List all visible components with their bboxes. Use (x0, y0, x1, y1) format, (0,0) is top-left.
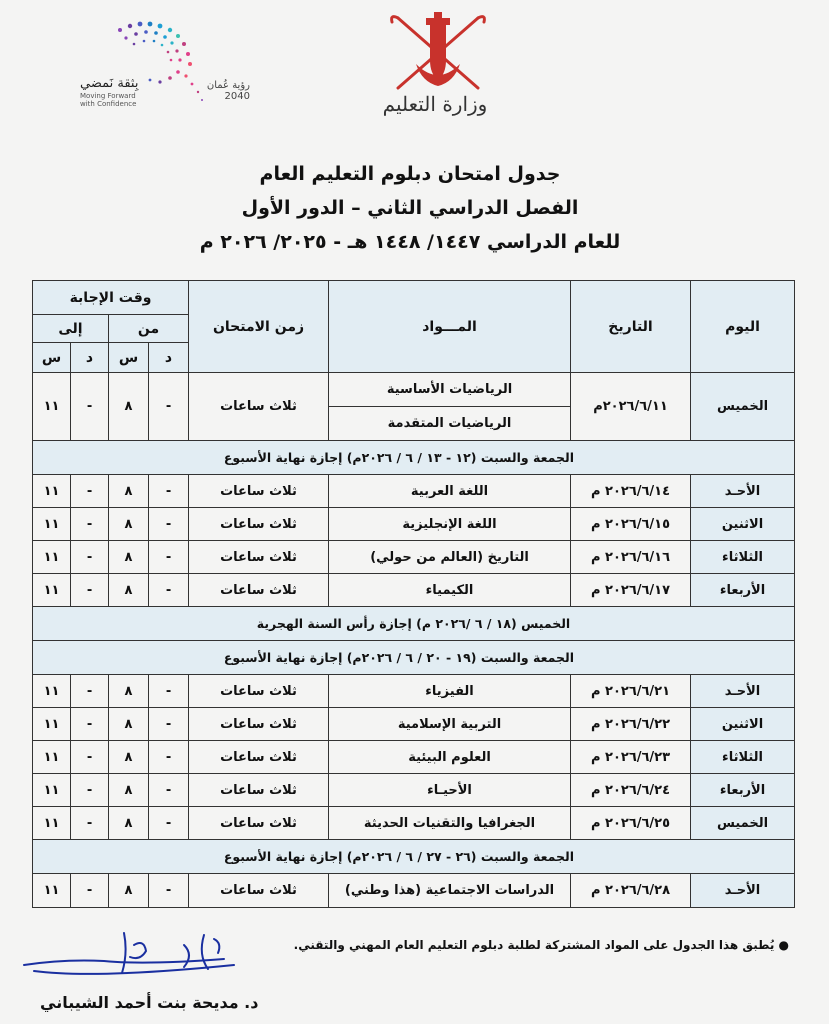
cell-to-s: ١١ (33, 373, 71, 441)
cell-day: الخميس (691, 807, 795, 840)
holiday-weekend-2: الجمعة والسبت (١٩ - ٢٠ / ٦ / ٢٠٢٦م) إجازة نهاية الأسبوع (33, 641, 795, 675)
cell-to-d: - (71, 475, 109, 508)
cell-from-s: ٨ (109, 541, 149, 574)
cell-day: الاثنين (691, 508, 795, 541)
header-to: إلى (33, 315, 109, 343)
header-answer-time: وقت الإجابة (33, 281, 189, 315)
cell-date: ٢٠٢٦/٦/٢٢ م (571, 708, 691, 741)
cell-from-d: - (149, 373, 189, 441)
cell-from-s: ٨ (109, 508, 149, 541)
cell-subject: الدراسات الاجتماعية (هذا وطني) (329, 874, 571, 908)
document-heading (120, 157, 700, 259)
cell-from-s: ٨ (109, 574, 149, 607)
cell-duration: ثلاث ساعات (189, 874, 329, 908)
cell-subject: اللغة العربية (329, 475, 571, 508)
header-from-d: د (149, 343, 189, 373)
cell-duration: ثلاث ساعات (189, 574, 329, 607)
cell-subject: الفيزياء (329, 675, 571, 708)
vision-slogan-en-2: with Confidence (80, 100, 137, 108)
cell-to-s: ١١ (33, 574, 71, 607)
cell-date: ٢٠٢٦/٦/٢٣ م (571, 741, 691, 774)
cell-to-s: ١١ (33, 774, 71, 807)
table-row (33, 708, 795, 741)
cell-day: الثلاثاء (691, 741, 795, 774)
table-row (33, 475, 795, 508)
header-subjects: المـــواد (329, 281, 571, 373)
cell-day: الأحـد (691, 874, 795, 908)
holiday-row (33, 607, 795, 641)
cell-to-d: - (71, 708, 109, 741)
cell-date: ٢٠٢٦/٦/١٧ م (571, 574, 691, 607)
cell-date: ٢٠٢٦/٦/٢٤ م (571, 774, 691, 807)
cell-from-d: - (149, 708, 189, 741)
cell-subject: الجغرافيا والتقنيات الحديثة (329, 807, 571, 840)
cell-subject: الأحيـاء (329, 774, 571, 807)
cell-duration: ثلاث ساعات (189, 541, 329, 574)
header-from-s: س (109, 343, 149, 373)
cell-day: الأربعاء (691, 574, 795, 607)
vision-slogan-en-1: Moving Forward (80, 92, 136, 100)
cell-subject: الرياضيات الأساسية (329, 373, 571, 407)
cell-date: ٢٠٢٦/٦/٢٨ م (571, 874, 691, 908)
header-to-s: س (33, 343, 71, 373)
cell-duration: ثلاث ساعات (189, 807, 329, 840)
holiday-row (33, 641, 795, 675)
table-row (33, 675, 795, 708)
table-row (33, 541, 795, 574)
cell-subject: العلوم البيئية (329, 741, 571, 774)
cell-day: الأحـد (691, 475, 795, 508)
cell-to-d: - (71, 574, 109, 607)
header-duration: زمن الامتحان (189, 281, 329, 373)
cell-to-s: ١١ (33, 475, 71, 508)
header-day: اليوم (691, 281, 795, 373)
cell-from-s: ٨ (109, 774, 149, 807)
holiday-hijri-new-year: الخميس (١٨ / ٦ /٢٠٢٦ م) إجازة رأس السنة الهجرية (33, 607, 795, 641)
cell-duration: ثلاث ساعات (189, 508, 329, 541)
cell-to-d: - (71, 874, 109, 908)
cell-to-s: ١١ (33, 541, 71, 574)
cell-to-d: - (71, 675, 109, 708)
cell-from-s: ٨ (109, 675, 149, 708)
cell-to-s: ١١ (33, 508, 71, 541)
cell-day: الاثنين (691, 708, 795, 741)
cell-from-s: ٨ (109, 475, 149, 508)
cell-duration: ثلاث ساعات (189, 373, 329, 441)
cell-from-d: - (149, 574, 189, 607)
cell-to-s: ١١ (33, 741, 71, 774)
header-date: التاريخ (571, 281, 691, 373)
holiday-weekend-1: الجمعة والسبت (١٢ - ١٣ / ٦ / ٢٠٢٦م) إجازة نهاية الأسبوع (33, 441, 795, 475)
cell-subject: اللغة الإنجليزية (329, 508, 571, 541)
table-row (33, 373, 795, 407)
cell-from-d: - (149, 874, 189, 908)
cell-from-s: ٨ (109, 807, 149, 840)
table-row (33, 774, 795, 807)
signer-name: د. مديحة بنت أحمد الشيباني (40, 993, 259, 1012)
cell-to-d: - (71, 373, 109, 441)
title-line-2: الفصل الدراسي الثاني – الدور الأول (241, 197, 579, 219)
exam-schedule-table (32, 280, 795, 908)
holiday-row (33, 840, 795, 874)
cell-to-d: - (71, 741, 109, 774)
cell-date: ٢٠٢٦/٦/١٤ م (571, 475, 691, 508)
cell-duration: ثلاث ساعات (189, 741, 329, 774)
cell-date: ٢٠٢٦/٦/١٥ م (571, 508, 691, 541)
cell-to-s: ١١ (33, 708, 71, 741)
cell-subject: الرياضيات المتقدمة (329, 407, 571, 441)
cell-day: الخميس (691, 373, 795, 441)
cell-from-d: - (149, 774, 189, 807)
cell-date: ٢٠٢٦/٦/١١م (571, 373, 691, 441)
cell-from-d: - (149, 807, 189, 840)
holiday-row (33, 441, 795, 475)
title-line-1: جدول امتحان دبلوم التعليم العام (259, 163, 561, 185)
cell-date: ٢٠٢٦/٦/٢١ م (571, 675, 691, 708)
cell-duration: ثلاث ساعات (189, 708, 329, 741)
header-to-d: د (71, 343, 109, 373)
cell-from-s: ٨ (109, 708, 149, 741)
cell-from-s: ٨ (109, 741, 149, 774)
cell-day: الثلاثاء (691, 541, 795, 574)
cell-day: الأحـد (691, 675, 795, 708)
header-from: من (109, 315, 189, 343)
cell-day: الأربعاء (691, 774, 795, 807)
cell-from-s: ٨ (109, 874, 149, 908)
cell-from-s: ٨ (109, 373, 149, 441)
handwritten-signature (14, 925, 254, 995)
cell-date: ٢٠٢٦/٦/١٦ م (571, 541, 691, 574)
table-row (33, 807, 795, 840)
cell-to-d: - (71, 541, 109, 574)
cell-subject: الكيمياء (329, 574, 571, 607)
cell-from-d: - (149, 508, 189, 541)
table-row (33, 508, 795, 541)
ministry-name: وزارة التعليم (382, 92, 488, 116)
cell-from-d: - (149, 675, 189, 708)
vision-ar-title: رؤية عُمان 2040 (206, 80, 250, 102)
vision-slogan-ar: بِثقة نَمضي (80, 76, 139, 91)
table-row (33, 741, 795, 774)
title-line-3: للعام الدراسي ١٤٤٧/ ١٤٤٨ هـ - ٢٠٢٥/ ٢٠٢٦ م (199, 231, 621, 253)
cell-to-d: - (71, 508, 109, 541)
holiday-weekend-3: الجمعة والسبت (٢٦ - ٢٧ / ٦ / ٢٠٢٦م) إجازة نهاية الأسبوع (33, 840, 795, 874)
cell-subject: التاريخ (العالم من حولي) (329, 541, 571, 574)
applicability-note: ● يُطبق هذا الجدول على المواد المشتركة لطلبة دبلوم التعليم العام المهني والتقني. (293, 938, 789, 952)
cell-from-d: - (149, 741, 189, 774)
cell-duration: ثلاث ساعات (189, 475, 329, 508)
cell-subject: التربية الإسلامية (329, 708, 571, 741)
cell-from-d: - (149, 541, 189, 574)
cell-date: ٢٠٢٦/٦/٢٥ م (571, 807, 691, 840)
cell-to-d: - (71, 807, 109, 840)
cell-to-s: ١١ (33, 807, 71, 840)
cell-to-d: - (71, 774, 109, 807)
cell-duration: ثلاث ساعات (189, 675, 329, 708)
table-row (33, 574, 795, 607)
cell-duration: ثلاث ساعات (189, 774, 329, 807)
table-row (33, 874, 795, 908)
cell-to-s: ١١ (33, 874, 71, 908)
cell-from-d: - (149, 475, 189, 508)
cell-to-s: ١١ (33, 675, 71, 708)
